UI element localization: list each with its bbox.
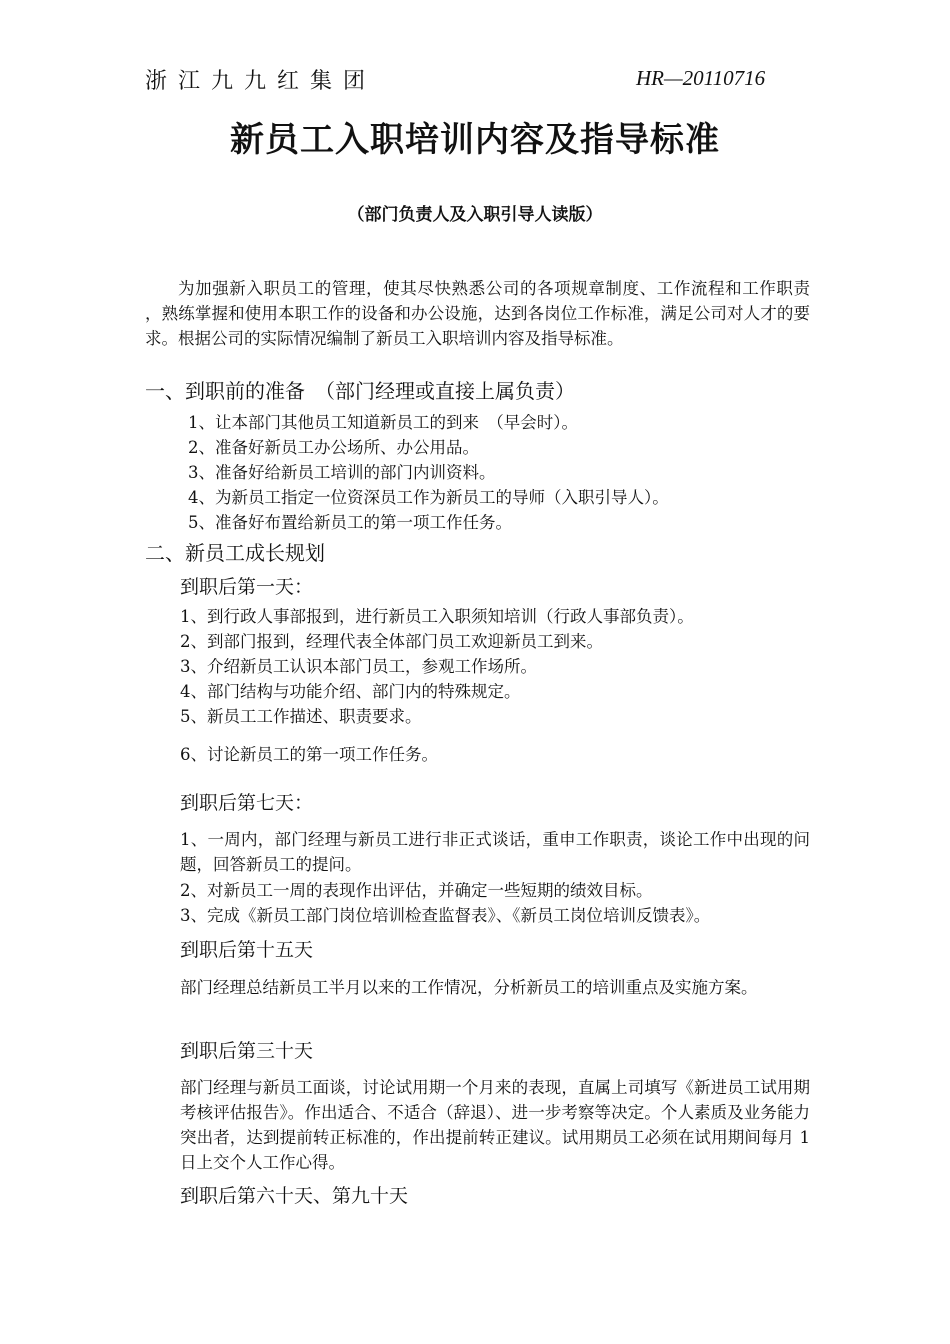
day15-text: 部门经理总结新员工半月以来的工作情况，分析新员工的培训重点及实施方案。 (180, 978, 758, 997)
day60-90-heading: 到职后第六十天、第九十天 (180, 1185, 409, 1207)
day30-text: 部门经理与新员工面谈，讨论试用期一个月来的表现，直属上司填写《新进员工试用期考核评估报告》。作出适合、不适合（辞退）、进一步考察等决定。个人素质及业务能力突出者，达到提前转正标准的，作出提前转正建议。试用期员工必须在试用期间每月 1 日上交个人工作心得。 (180, 1078, 810, 1172)
section1-item: 1、让本部门其他员工知道新员工的到来 （早会时）。 (188, 413, 578, 432)
company-name: 浙江九九红集团 (145, 69, 377, 94)
day7-heading: 到职后第七天： (180, 792, 314, 814)
day1-item: 5、新员工工作描述、职责要求。 (180, 707, 422, 726)
section1-item: 4、为新员工指定一位资深员工作为新员工的导师（入职引导人）。 (188, 488, 669, 507)
day1-item: 4、部门结构与功能介绍、部门内的特殊规定。 (180, 682, 521, 701)
document-code: HR—20110716 (636, 66, 766, 90)
day15-heading: 到职后第十五天 (180, 939, 314, 961)
day1-item: 3、介绍新员工认识本部门员工，参观工作场所。 (180, 657, 537, 676)
day7-item: 2、对新员工一周的表现作出评估，并确定一些短期的绩效目标。 (180, 881, 653, 900)
document-subtitle: （部门负责人及入职引导人读版） (347, 205, 603, 225)
day1-item: 1、到行政人事部报到，进行新员工入职须知培训（行政人事部负责）。 (180, 607, 694, 626)
section1-item: 3、准备好给新员工培训的部门内训资料。 (188, 463, 496, 482)
day1-item: 6、讨论新员工的第一项工作任务。 (180, 745, 438, 764)
day1-item: 2、到部门报到，经理代表全体部门员工欢迎新员工到来。 (180, 632, 603, 651)
document-title: 新员工入职培训内容及指导标准 (230, 120, 720, 160)
section1-item: 5、准备好布置给新员工的第一项工作任务。 (188, 513, 512, 532)
section2-heading: 二、新员工成长规划 (145, 541, 325, 565)
intro-paragraph: 为加强新入职员工的管理，使其尽快熟悉公司的各项规章制度、工作流程和工作职责 ，熟练掌握和使用本职工作的设备和办公设施，达到各岗位工作标准，满足公司对人才的要求。根据公司的实际情况编制了新员工入职培训内容及指导标准。 (145, 279, 810, 348)
section1-item: 2、准备好新员工办公场所、办公用品。 (188, 438, 479, 457)
day30-heading: 到职后第三十天 (180, 1040, 314, 1062)
day7-item: 1、一周内，部门经理与新员工进行非正式谈话，重申工作职责，谈论工作中出现的问题，回答新员工的提问。 (180, 830, 810, 874)
section1-heading: 一、到职前的准备 （部门经理或直接上属负责） (145, 379, 575, 403)
day1-heading: 到职后第一天： (180, 576, 314, 598)
day7-item: 3、完成《新员工部门岗位培训检查监督表》、《新员工岗位培训反馈表》。 (180, 906, 711, 925)
